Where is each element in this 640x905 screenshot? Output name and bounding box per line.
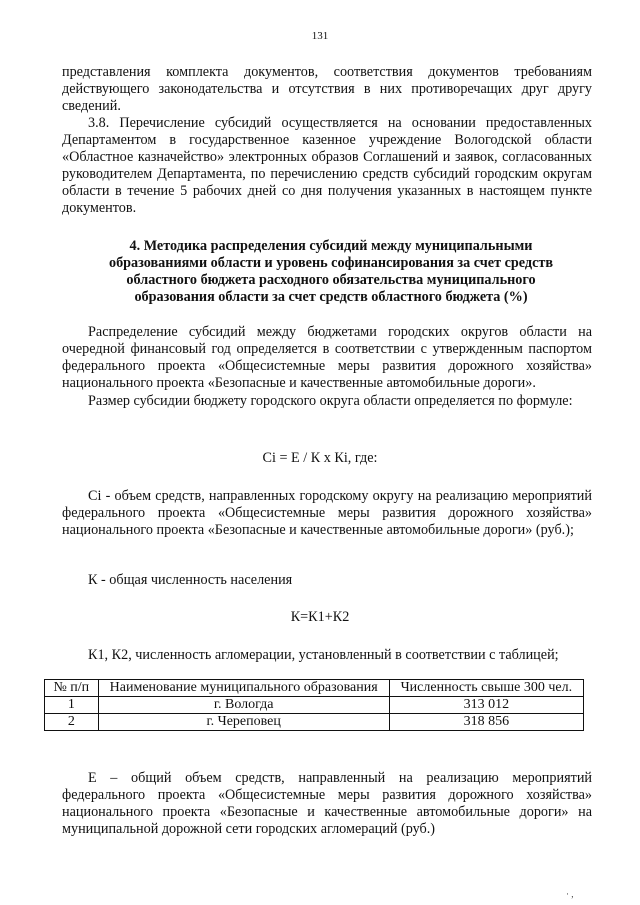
table-row — [45, 714, 584, 731]
formula-ci: Сi = Е / К х Кi, где: — [262, 450, 378, 466]
table-cell: г. Череповец — [98, 714, 389, 731]
table-header-row — [45, 680, 584, 697]
table-cell: 318 856 — [389, 714, 583, 731]
header-municipality: Наименование муниципального образования — [98, 680, 389, 697]
section-heading: 4. Методика распределения субсидий между муниципальными образованиями области и уровень софинансирования за счет средств областного бюджета расходного обязательства муниципального образования области за счет средств областного бюджета (%) — [108, 238, 554, 305]
paragraph-formula-intro: Размер субсидии бюджету городского округа области определяется по формуле: — [88, 393, 573, 409]
paragraph-distribution: Распределение субсидий между бюджетами городских округов области на очередной финансовый год определяется в соответствии с утвержденным паспортом федерального проекта «Общесистемные меры развития дорожного хозяйства» национального проекта «Безопасные и качественные автомобильные дороги». — [62, 324, 592, 391]
paragraph-ci-definition: Сi - объем средств, направленных городскому округу на реализацию мероприятий федерального проекта «Общесистемные меры развития дорожного хозяйства» национального проекта «Безопасные и качественные автомобильные дороги» (руб.); — [62, 488, 592, 538]
paragraph-k1-k2: К1, К2, численность агломерации, установленный в соответствии с таблицей; — [88, 647, 559, 663]
agglomeration-table — [44, 679, 584, 731]
formula-k: К=К1+К2 — [290, 609, 350, 625]
table-cell: 2 — [45, 714, 99, 731]
table-row — [45, 697, 584, 714]
table-cell: 1 — [45, 697, 99, 714]
header-number: № п/п — [45, 680, 99, 697]
page-number: 131 — [311, 30, 329, 42]
header-population: Численность свыше 300 чел. — [389, 680, 583, 697]
scan-mark: · , — [566, 889, 574, 899]
table-cell: 313 012 — [389, 697, 583, 714]
paragraph-k-definition: К - общая численность населения — [88, 572, 293, 588]
table-cell: г. Вологда — [98, 697, 389, 714]
paragraph-continuation: представления комплекта документов, соответствия документов требованиям действующего законодательства и отсутствия в них противоречащих друг другу сведений. — [62, 64, 592, 114]
paragraph-3-8: 3.8. Перечисление субсидий осуществляется на основании предоставленных Департаментом в государственное казенное учреждение Вологодской области «Областное казначейство» электронных образов Соглашений и заявок, согласованных руководителем Департамента, по перечислению средств субсидий городским округам области в течение 5 рабочих дней со дня получения указанных в настоящем пункте документов. — [62, 115, 592, 216]
paragraph-e-definition: Е – общий объем средств, направленный на реализацию мероприятий федерального проекта «Общесистемные меры развития дорожного хозяйства» национального проекта «Безопасные и качественные автомобильные дороги» на муниципальной дорожной сети городских агломераций (руб.) — [62, 770, 592, 837]
